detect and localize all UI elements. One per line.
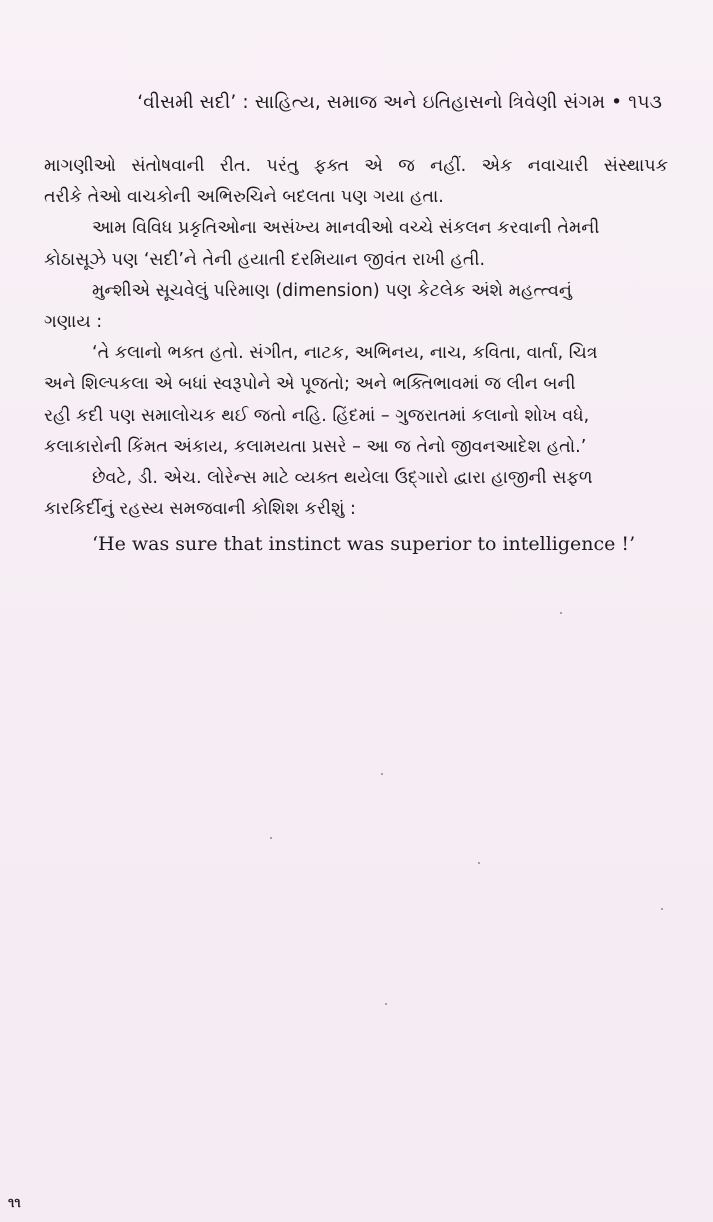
text-line: કોઠાસૂઝે પણ ‘સદી’ને તેની હયાતી દરમિયાન જીવંત રાખી હતી. xyxy=(44,249,486,270)
paper-speck xyxy=(385,1003,387,1005)
quote-line: અને શિલ્પકલા એ બધાં સ્વરૂપોને એ પૂજતો; અને ભક્તિભાવમાં જ લીન બની xyxy=(44,374,576,395)
quote-line: રહી કદી પણ સમાલોચક થઈ જતો નહિ. હિંદમાં – ગુજરાતમાં કલાનો શોખ વધે, xyxy=(44,405,590,426)
text-line: માગણીઓ સંતોષવાની રીત. પરંતુ ફક્ત એ જ નહીં. એક નવાચારી સંસ્થાપક xyxy=(44,156,668,176)
text-line: તરીકે તેઓ વાચકોની અભિરુચિને બદલતા પણ ગયા હતા. xyxy=(44,187,444,208)
english-quote: ‘He was sure that instinct was superior to intelligence !’ xyxy=(92,533,636,556)
text-line: ગણાય : xyxy=(44,311,103,332)
paragraph-first-line: આમ વિવિધ પ્રકૃતિઓના અસંખ્ય માનવીઓ વચ્ચે સંકલન કરવાની તેમની xyxy=(92,218,600,239)
quote-line: કલાકારોની કિંમત અંકાય, કલામયતા પ્રસરે – આ જ તેનો જીવનઆદેશ હતો.’ xyxy=(44,436,587,457)
paper-speck xyxy=(478,862,480,864)
running-head: ‘વીસમી સદી’ : સાહિત્ય, સમાજ અને ઇતિહાસનો ત્રિવેણી સંગમ • ૧૫૩ xyxy=(137,92,662,113)
paper-speck xyxy=(381,773,383,775)
paper-speck xyxy=(661,908,663,910)
paper-speck xyxy=(560,612,562,614)
text-line: કારકિર્દીનું રહસ્ય સમજવાની કોશિશ કરીશું : xyxy=(44,499,356,520)
page-folio: ૧૧ xyxy=(8,1196,21,1211)
quote-first-line: ‘તે કલાનો ભક્ત હતો. સંગીત, નાટક, અભિનય, નાચ, કવિતા, વાર્તા, ચિત્ર xyxy=(92,343,598,364)
body-text xyxy=(44,151,668,560)
paragraph-first-line: છેવટે, ડી. એચ. લોરેન્સ માટે વ્યક્ત થયેલા ઉદ્ગારો દ્વારા હાજીની સફળ xyxy=(92,467,593,488)
paragraph-first-line: મુન્શીએ સૂચવેલું પરિમાણ (dimension) પણ કેટલેક અંશે મહત્ત્વનું xyxy=(92,280,572,301)
paper-speck xyxy=(270,837,272,839)
